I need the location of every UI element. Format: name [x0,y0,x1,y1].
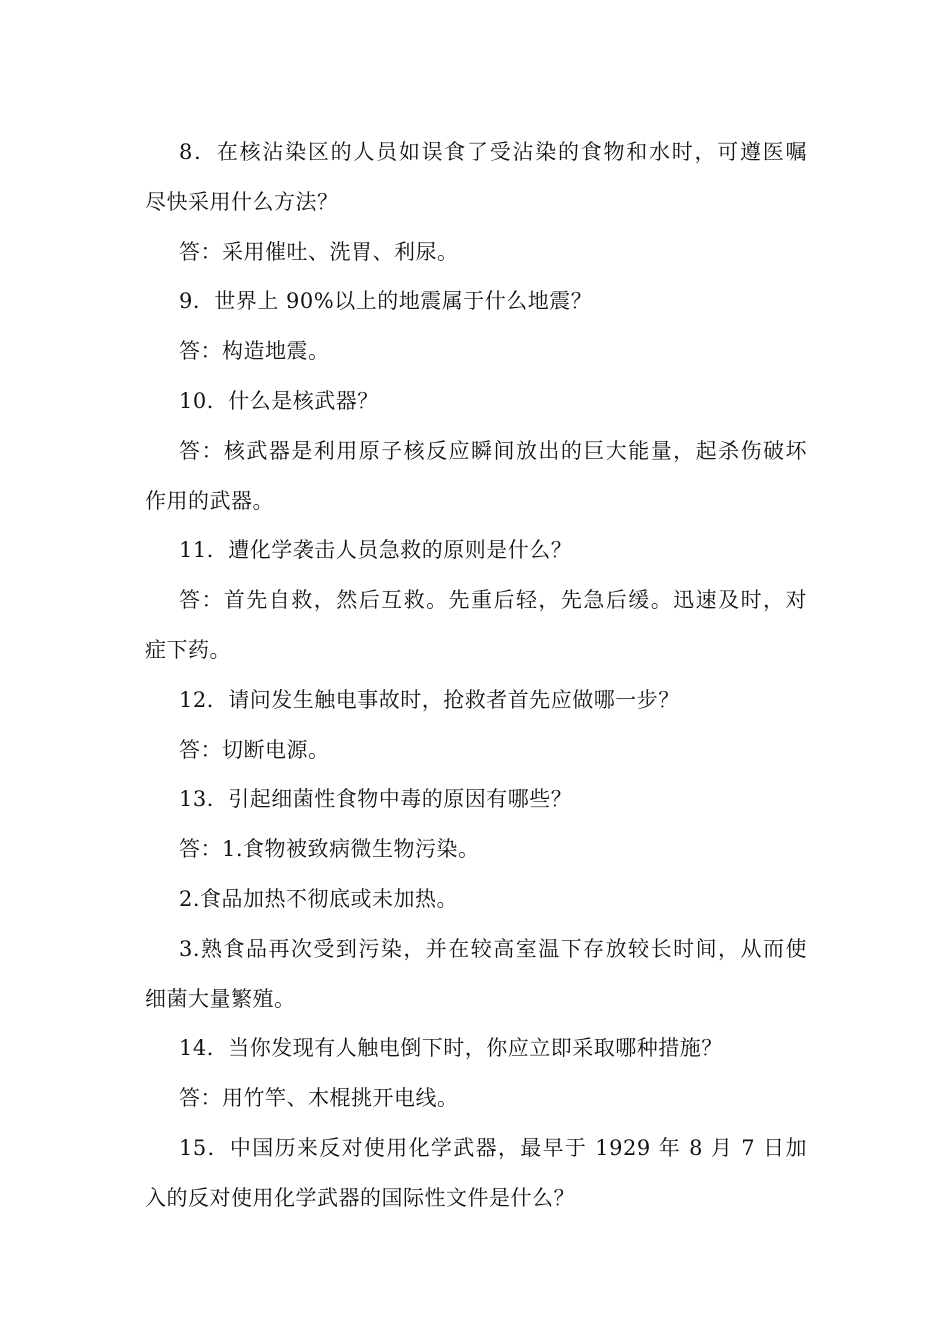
question-10: 10．什么是核武器？ [179,388,379,413]
answer-14: 答：用竹竿、木棍挑开电线。 [179,1086,459,1111]
answer-13-item-3-line-1: 3.熟食品再次受到污染，并在较高室温下存放较长时间，从而使 [179,936,807,961]
answer-13-item-2: 2.食品加热不彻底或未加热。 [179,886,459,911]
answer-11-line-1: 答：首先自救，然后互救。先重后轻，先急后缓。迅速及时，对 [179,588,807,613]
answer-10-line-2: 作用的武器。 [145,488,274,513]
question-11: 11．遭化学袭击人员急救的原则是什么？ [179,538,573,563]
question-9: 9．世界上 90%以上的地震属于什么地震？ [179,289,593,314]
question-12: 12．请问发生触电事故时，抢救者首先应做哪一步？ [179,687,680,712]
question-14: 14．当你发现有人触电倒下时，你应立即采取哪种措施？ [179,1036,723,1061]
answer-8: 答：采用催吐、洗胃、利尿。 [179,239,459,264]
answer-13-item-3-line-2: 细菌大量繁殖。 [145,986,296,1011]
question-8-line-2: 尽快采用什么方法？ [145,189,339,214]
answer-12: 答：切断电源。 [179,737,330,762]
question-13: 13．引起细菌性食物中毒的原因有哪些？ [179,787,573,812]
answer-10-line-1: 答：核武器是利用原子核反应瞬间放出的巨大能量，起杀伤破坏 [179,438,807,463]
answer-11-line-2: 症下药。 [145,637,231,662]
question-15-line-1: 15．中国历来反对使用化学武器，最早于 1929 年 8 月 7 日加 [179,1135,807,1160]
answer-9: 答：构造地震。 [179,339,330,364]
document-page [145,128,807,1224]
question-15-line-2: 入的反对使用化学武器的国际性文件是什么？ [145,1185,575,1210]
question-8-line-1: 8．在核沾染区的人员如误食了受沾染的食物和水时，可遵医嘱 [179,140,807,164]
answer-13-item-1: 答：1.食物被致病微生物污染。 [179,837,480,862]
